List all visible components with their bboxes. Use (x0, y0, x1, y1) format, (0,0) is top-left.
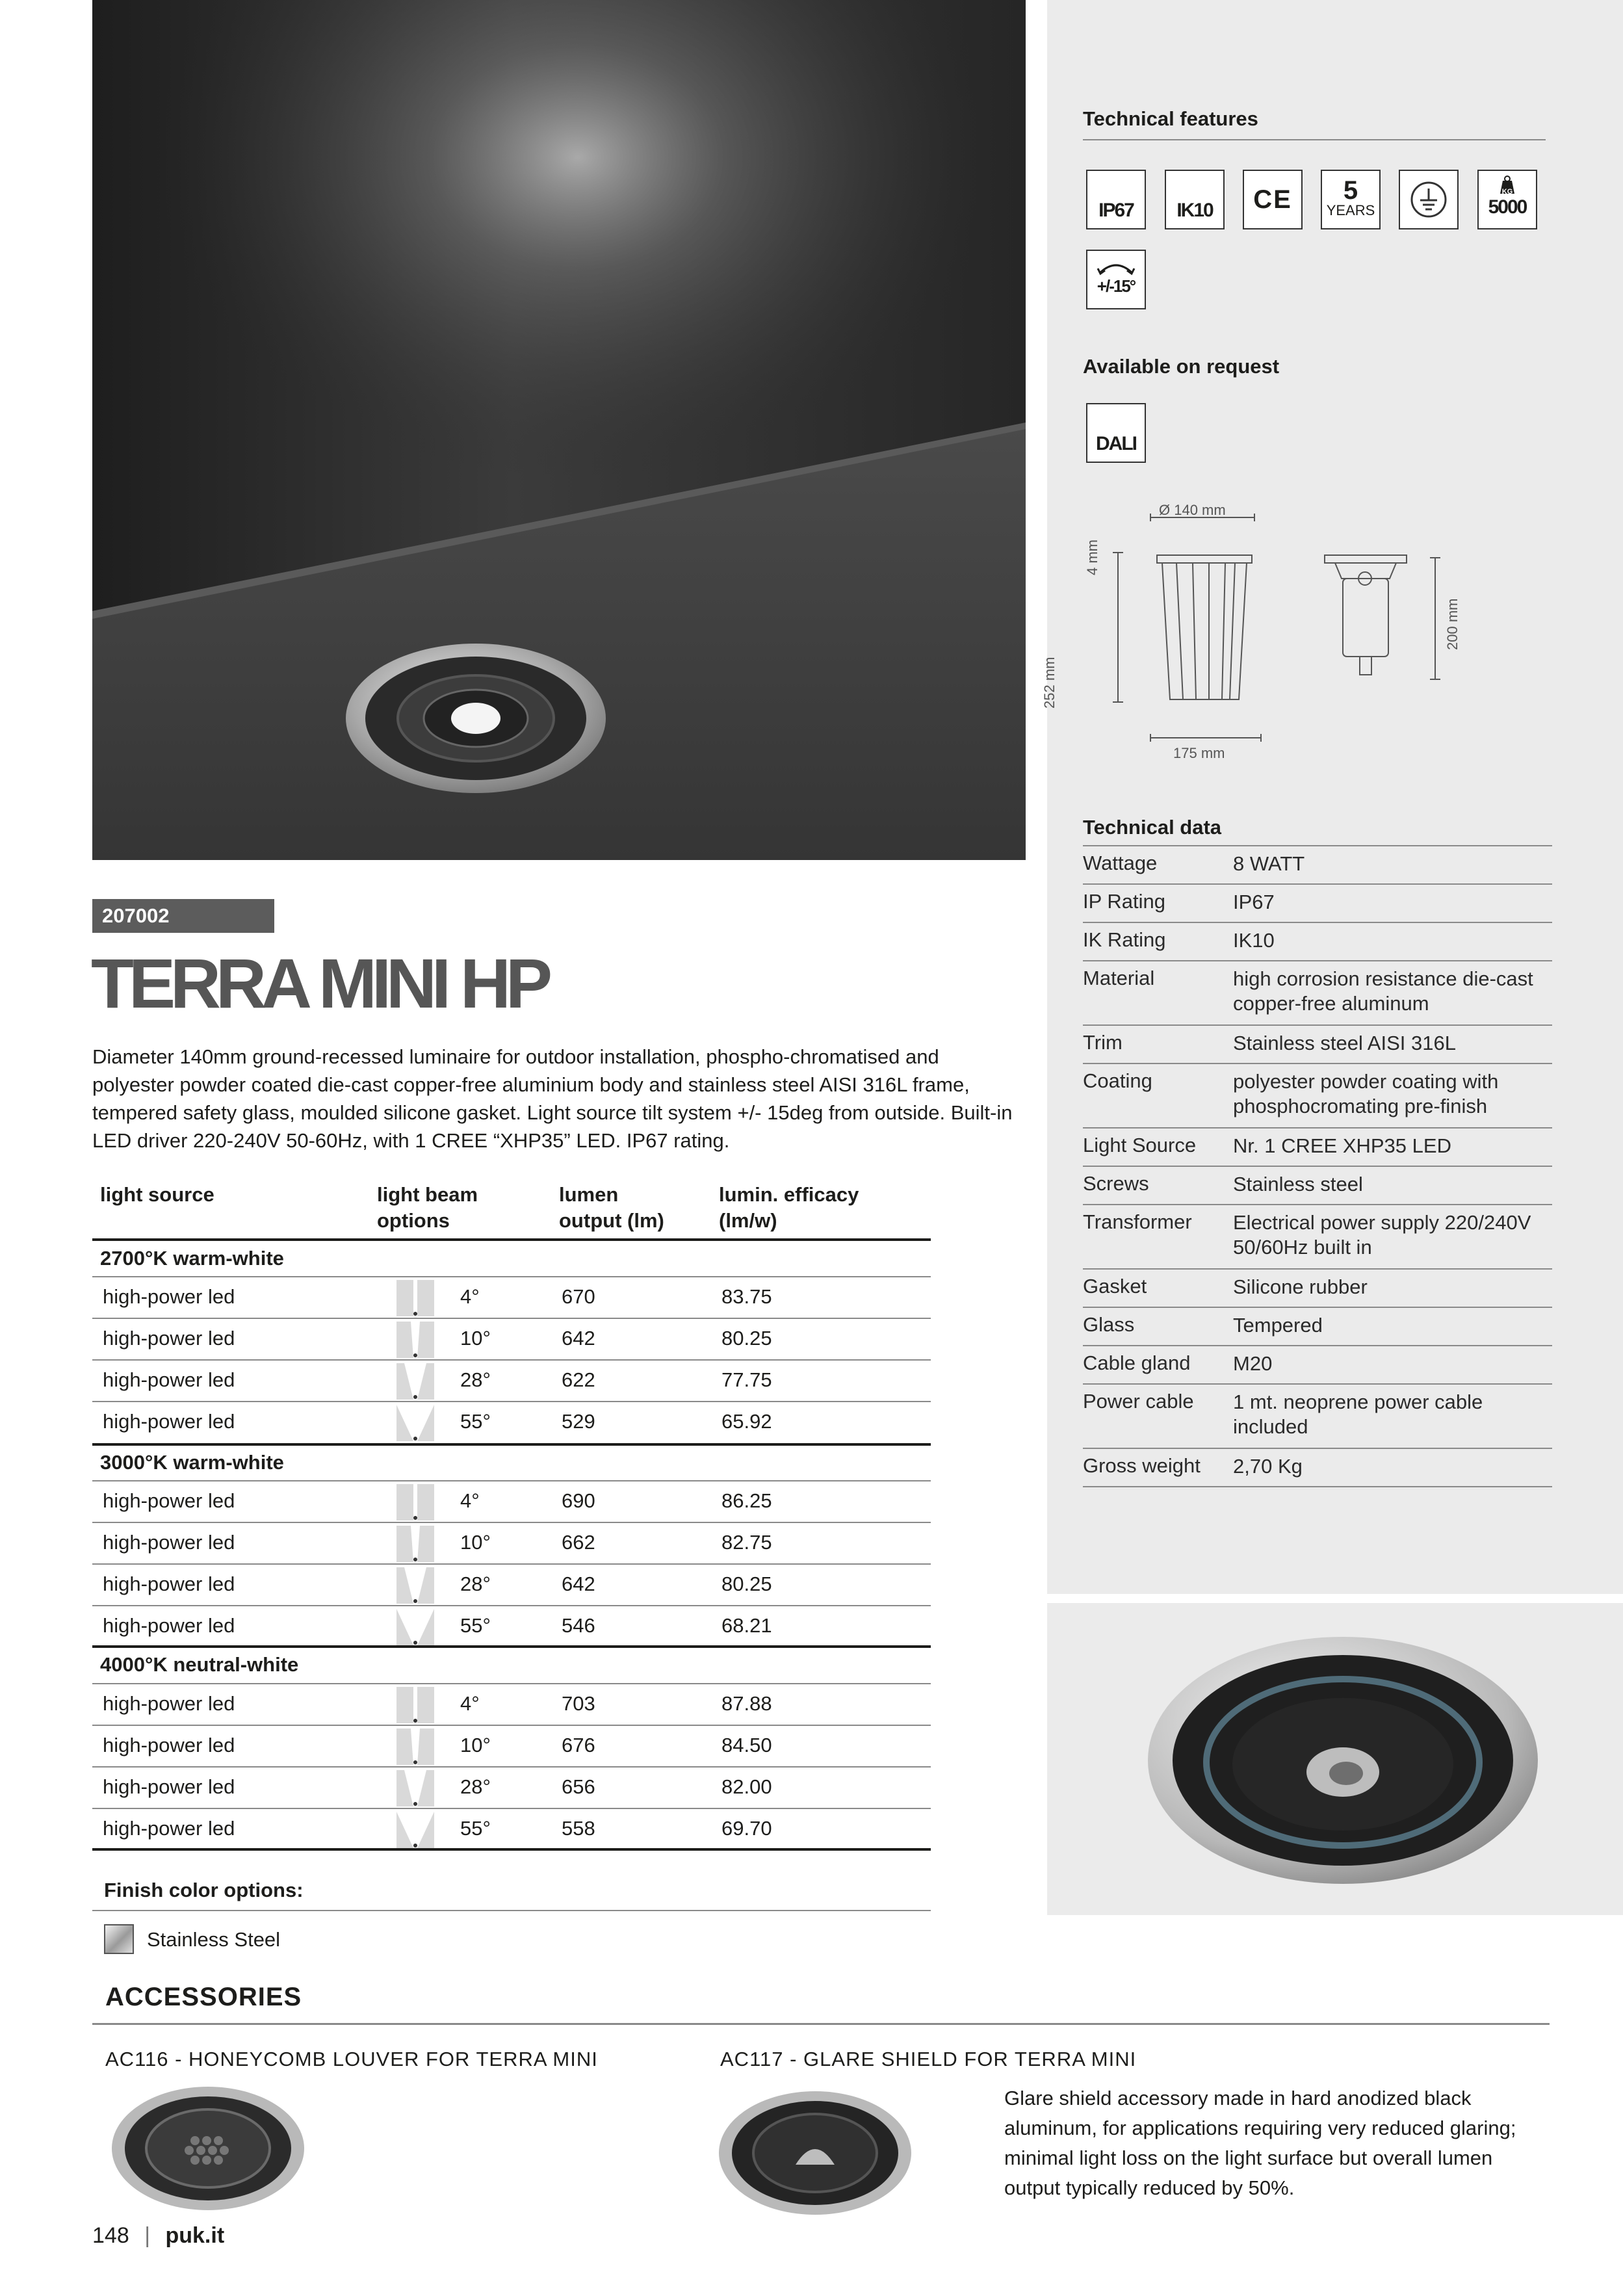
dimension-drawing-svg (1079, 494, 1469, 767)
accessory-ac116-title: AC116 - HONEYCOMB LOUVER FOR TERRA MINI (105, 2048, 598, 2070)
col-header-efficacy (719, 1182, 859, 1234)
available-on-request-heading: Available on request (1083, 355, 1280, 378)
cell-efficacy: 68.21 (721, 1614, 772, 1637)
tech-key: Material (1083, 967, 1155, 989)
cell-lumen: 529 (562, 1410, 595, 1433)
cell-lumen: 642 (562, 1327, 595, 1350)
product-title: TERRA MINI HP (91, 944, 547, 1023)
table-row (92, 1402, 931, 1443)
cell-source: high-power led (103, 1734, 235, 1756)
tech-key: Transformer (1083, 1210, 1192, 1233)
table-row (92, 1523, 931, 1564)
col-header-efficacy-line2: (lm/w) (719, 1209, 777, 1232)
cell-lumen: 676 (562, 1734, 595, 1756)
diameter-label: Ø 140 mm (1159, 502, 1226, 518)
cell-source: high-power led (103, 1572, 235, 1595)
cell-efficacy: 87.88 (721, 1692, 772, 1715)
stainless-steel-swatch (104, 1924, 134, 1954)
tech-row-light-source (1083, 1128, 1552, 1167)
tech-key: Coating (1083, 1069, 1152, 1092)
tech-row-gross-weight (1083, 1449, 1552, 1487)
cell-lumen: 690 (562, 1489, 595, 1512)
tech-key: Cable gland (1083, 1351, 1191, 1374)
cell-lumen: 642 (562, 1572, 595, 1595)
cell-source: high-power led (103, 1692, 235, 1715)
product-description: Diameter 140mm ground-recessed luminaire for outdoor installation, phospho-chromatised and polyester powder coated die-cast copper-free aluminium body and stainless steel AISI 316L frame, tempered safety glass, moulded silicone gasket. Light source tilt system +/- 15deg from outside. Built-in LED driver 220-240V 50-60Hz, with 1 CREE “XHP35” LED. IP67 rating. (92, 1045, 1013, 1152)
honeycomb-louver-graphic (110, 2083, 305, 2213)
cell-beam: 55° (460, 1614, 491, 1637)
cell-beam: 4° (460, 1489, 480, 1512)
table-row (92, 1606, 931, 1647)
cell-source: high-power led (103, 1327, 235, 1350)
group-label-3000k: 3000°K warm-white (100, 1451, 284, 1474)
tech-row-glass (1083, 1308, 1552, 1346)
beam-spot-icon (396, 1729, 434, 1765)
tech-value: 2,70 Kg (1233, 1455, 1303, 1478)
tech-row-power-cable (1083, 1385, 1552, 1449)
cell-lumen: 670 (562, 1285, 595, 1308)
warranty-years-number: 5 (1343, 176, 1358, 205)
cell-beam: 28° (460, 1775, 491, 1798)
cell-beam: 10° (460, 1531, 491, 1554)
cell-lumen: 656 (562, 1775, 595, 1798)
group-label-4000k: 4000°K neutral-white (100, 1653, 299, 1676)
beam-medium-icon (396, 1770, 434, 1807)
col-header-lumen-line1: lumen (559, 1183, 619, 1206)
tech-key: Light Source (1083, 1134, 1197, 1156)
tech-key: IP Rating (1083, 890, 1165, 913)
hero-photo-graphic (92, 0, 1026, 860)
cell-beam: 4° (460, 1692, 480, 1715)
beam-wide-icon (396, 1609, 434, 1645)
beam-narrow-icon (396, 1687, 434, 1723)
tech-value: 1 mt. neoprene power cable included (1233, 1390, 1483, 1438)
cell-beam: 55° (460, 1410, 491, 1433)
footer-separator: | (144, 2223, 151, 2248)
dali-badge: DALI (1086, 403, 1146, 463)
warranty-years-label: YEARS (1326, 202, 1375, 218)
tech-row-trim (1083, 1026, 1552, 1064)
tech-row-material (1083, 961, 1552, 1026)
cell-efficacy: 83.75 (721, 1285, 772, 1308)
tech-row-transformer (1083, 1205, 1552, 1270)
col-header-light-beam-line2: options (377, 1209, 450, 1232)
tech-value: 8 WATT (1233, 852, 1305, 875)
technical-data-heading: Technical data (1083, 816, 1222, 839)
tech-key: Screws (1083, 1172, 1149, 1195)
finish-heading: Finish color options: (104, 1879, 304, 1901)
tech-value: polyester powder coating with phosphocromating pre-finish (1233, 1070, 1499, 1117)
cell-efficacy: 80.25 (721, 1327, 772, 1350)
tech-key: Gasket (1083, 1275, 1147, 1298)
cell-source: high-power led (103, 1368, 235, 1391)
table-row (92, 1277, 931, 1318)
table-row (92, 1565, 931, 1606)
page-footer (92, 2223, 224, 2249)
beam-narrow-icon (396, 1484, 434, 1520)
tech-row-gasket (1083, 1270, 1552, 1308)
table-row (92, 1726, 931, 1767)
tech-row-wattage (1083, 846, 1552, 885)
width-label: 175 mm (1173, 745, 1225, 761)
tech-value: Electrical power supply 220/240V 50/60Hz built in (1233, 1211, 1531, 1259)
cell-efficacy: 82.75 (721, 1531, 772, 1554)
table-row (92, 1768, 931, 1808)
site-link[interactable]: puk.it (165, 2223, 225, 2248)
box-height-label: 200 mm (1444, 598, 1461, 650)
col-header-lumen-line2: output (lm) (559, 1209, 664, 1232)
load-value: 5000 (1488, 196, 1527, 218)
beam-spot-icon (396, 1322, 434, 1358)
cell-beam: 28° (460, 1368, 491, 1391)
beam-narrow-icon (396, 1280, 434, 1316)
cell-lumen: 703 (562, 1692, 595, 1715)
tilt-label: +/-15° (1097, 276, 1136, 296)
group-rule (92, 1443, 931, 1446)
tech-value: Silicone rubber (1233, 1275, 1368, 1298)
cell-efficacy: 82.00 (721, 1775, 772, 1798)
product-closeup-photo (1047, 1603, 1623, 1915)
table-row (92, 1319, 931, 1360)
tech-row-ik-rating (1083, 923, 1552, 961)
cell-source: high-power led (103, 1775, 235, 1798)
tech-row-ip-rating (1083, 885, 1552, 923)
divider (92, 1910, 931, 1911)
tech-key: Power cable (1083, 1390, 1194, 1413)
col-header-light-beam (377, 1182, 478, 1234)
tech-value: Stainless steel AISI 316L (1233, 1032, 1456, 1054)
ground-icon (1406, 177, 1451, 222)
height-total-label: 252 mm (1041, 657, 1058, 709)
beam-spot-icon (396, 1526, 434, 1562)
beam-medium-icon (396, 1363, 434, 1400)
beam-wide-icon (396, 1405, 434, 1441)
table-row (92, 1684, 931, 1725)
lip-height-label: 4 mm (1084, 540, 1100, 575)
cell-efficacy: 86.25 (721, 1489, 772, 1512)
tilt-badge (1086, 250, 1146, 309)
ip67-badge: IP67 (1086, 170, 1146, 229)
divider (92, 2023, 1550, 2025)
table-row (92, 1809, 931, 1850)
cell-efficacy: 77.75 (721, 1368, 772, 1391)
tech-value: M20 (1233, 1352, 1273, 1375)
cell-source: high-power led (103, 1817, 235, 1840)
tech-value: IP67 (1233, 891, 1275, 913)
accessory-ac117-photo (718, 2088, 913, 2218)
col-header-light-source: light source (100, 1183, 214, 1206)
accessory-ac116-photo (110, 2083, 305, 2213)
cell-lumen: 558 (562, 1817, 595, 1840)
table-row (92, 1361, 931, 1402)
cell-beam: 28° (460, 1572, 491, 1595)
tech-key: IK Rating (1083, 928, 1166, 951)
divider (1083, 139, 1546, 140)
tilt-arc-icon (1095, 257, 1137, 276)
col-header-lumen-output (559, 1182, 664, 1234)
tech-value: Stainless steel (1233, 1173, 1363, 1195)
cell-source: high-power led (103, 1614, 235, 1637)
tech-value: IK10 (1233, 929, 1275, 952)
cell-lumen: 546 (562, 1614, 595, 1637)
tech-value: Tempered (1233, 1314, 1323, 1337)
load-unit: KG (1501, 188, 1513, 196)
col-header-efficacy-line1: lumin. efficacy (719, 1183, 859, 1206)
cell-lumen: 662 (562, 1531, 595, 1554)
tech-key: Gross weight (1083, 1454, 1201, 1477)
load-5000kg-badge (1477, 170, 1537, 229)
cell-source: high-power led (103, 1285, 235, 1308)
dimension-drawing (1041, 494, 1469, 767)
accessories-heading: ACCESSORIES (105, 1983, 302, 2011)
accessory-ac117-description: Glare shield accessory made in hard anodized black aluminum, for applications requiring very reduced glaring; minimal light loss on the light surface but overall lumen output typically reduced by 50%. (1004, 2087, 1516, 2199)
cell-beam: 55° (460, 1817, 491, 1840)
tech-row-cable-gland (1083, 1346, 1552, 1385)
tech-key: Trim (1083, 1031, 1123, 1054)
ik10-badge: IK10 (1165, 170, 1225, 229)
cell-source: high-power led (103, 1531, 235, 1554)
hero-photo (92, 0, 1026, 860)
group-label-2700k: 2700°K warm-white (100, 1247, 284, 1270)
tech-key: Glass (1083, 1313, 1135, 1336)
cell-lumen: 622 (562, 1368, 595, 1391)
ce-mark-badge: CE (1243, 170, 1303, 229)
cell-efficacy: 80.25 (721, 1572, 772, 1595)
tech-row-screws (1083, 1167, 1552, 1205)
beam-medium-icon (396, 1567, 434, 1604)
table-bottom-rule (92, 1848, 931, 1851)
cell-efficacy: 65.92 (721, 1410, 772, 1433)
warranty-badge (1321, 170, 1381, 229)
tech-row-coating (1083, 1064, 1552, 1128)
cell-source: high-power led (103, 1489, 235, 1512)
cell-efficacy: 84.50 (721, 1734, 772, 1756)
table-row (92, 1481, 931, 1522)
cell-beam: 10° (460, 1734, 491, 1756)
product-closeup-graphic (1047, 1603, 1623, 1915)
cell-beam: 4° (460, 1285, 480, 1308)
page-number: 148 (92, 2223, 129, 2248)
tech-value: high corrosion resistance die-cast copper-free aluminum (1233, 967, 1533, 1015)
product-code-tag: 207002 (92, 899, 274, 933)
cell-efficacy: 69.70 (721, 1817, 772, 1840)
beam-wide-icon (396, 1812, 434, 1848)
tech-key: Wattage (1083, 852, 1158, 874)
cell-source: high-power led (103, 1410, 235, 1433)
technical-features-heading: Technical features (1083, 107, 1258, 130)
tech-value: Nr. 1 CREE XHP35 LED (1233, 1134, 1451, 1157)
ground-icon-badge (1399, 170, 1459, 229)
glare-shield-graphic (718, 2088, 913, 2218)
table-header-rule (92, 1238, 931, 1241)
cell-beam: 10° (460, 1327, 491, 1350)
group-rule (92, 1645, 931, 1648)
accessory-ac117-title: AC117 - GLARE SHIELD FOR TERRA MINI (720, 2048, 1137, 2070)
col-header-light-beam-line1: light beam (377, 1183, 478, 1206)
finish-option-label: Stainless Steel (147, 1928, 281, 1951)
